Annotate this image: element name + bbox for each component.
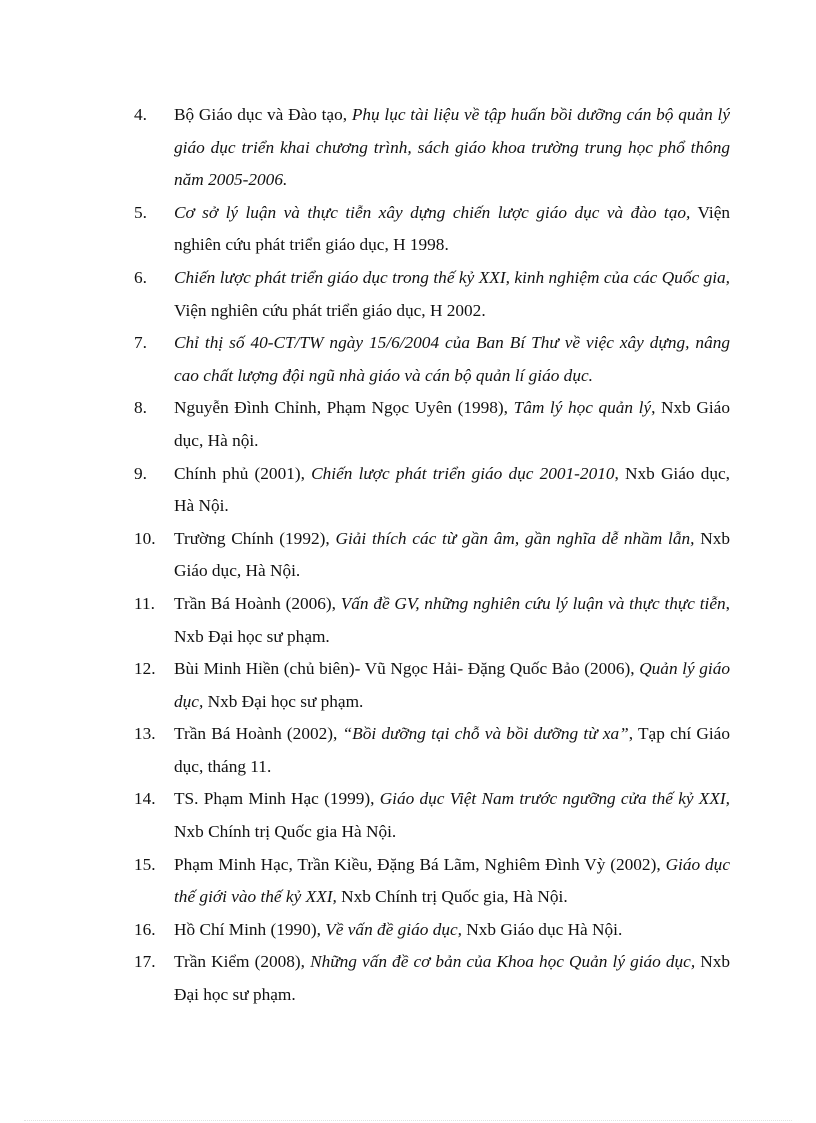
reference-item (134, 718, 730, 783)
reference-title-italic: Tâm lý học quản lý (513, 398, 652, 418)
reference-item (134, 327, 730, 392)
reference-title-italic: Chiến lược phát triển giáo dục trong thế kỷ XXI, kinh nghiệm của các Quốc gia, (174, 267, 730, 287)
reference-number: 17. (134, 952, 156, 972)
reference-number: 12. (134, 659, 156, 679)
reference-number: 6. (134, 267, 147, 287)
reference-title-italic: Cơ sở lý luận và thực tiễn xây dựng chiến lược giáo dục và đào tạo, (174, 202, 691, 222)
reference-text-segment: Chính phủ (2001), (174, 463, 312, 483)
reference-number: 4. (134, 105, 147, 124)
reference-title-italic: Về vấn đề giáo dục, (325, 919, 462, 939)
reference-item (134, 458, 730, 523)
reference-title-italic: Giáo dục Việt Nam trước ngưỡng cửa thế kỷ XXI, (379, 789, 730, 809)
reference-text-segment: TS. Phạm Minh Hạc (1999), (174, 789, 380, 809)
reference-text-segment: , Nxb Giáo dục, Hà Nội. (174, 463, 730, 516)
reference-list (134, 99, 730, 1012)
reference-item (134, 392, 730, 457)
reference-text (174, 333, 730, 385)
reference-text-segment: Hồ Chí Minh (1990), (174, 919, 326, 939)
reference-text-segment: Trần Bá Hoành (2002), (174, 724, 343, 744)
reference-text-segment: Trần Bá Hoành (2006), (174, 593, 341, 613)
reference-title-italic: Giải thích các từ gần âm, gần nghĩa dễ nhầm lẫn, (335, 528, 695, 548)
reference-text (174, 594, 730, 646)
reference-title-italic: “Bồi dưỡng tại chỗ và bồi dưỡng từ xa” (342, 724, 629, 744)
reference-title-italic: Những vấn đề cơ bản của Khoa học Quản lý giáo dục, (310, 952, 696, 972)
reference-text (174, 268, 730, 320)
reference-item (134, 523, 730, 588)
reference-text (174, 464, 730, 516)
reference-text-segment: Nxb Chính trị Quốc gia Hà Nội. (174, 822, 397, 842)
page-bottom-divider (24, 1120, 792, 1121)
reference-text (174, 203, 730, 255)
reference-text-segment: Phạm Minh Hạc, Trần Kiều, Đặng Bá Lãm, Nghiêm Đình Vỳ (2002), (174, 854, 666, 874)
reference-text-segment: Trần Kiểm (2008), (174, 952, 311, 972)
reference-text (174, 724, 730, 776)
reference-text-segment: Nxb Đại học sư phạm. (203, 691, 364, 711)
reference-text-segment: Nxb Chính trị Quốc gia, Hà Nội. (336, 887, 568, 907)
reference-title-italic: Chiến lược phát triển giáo dục 2001-2010 (311, 463, 615, 483)
reference-item (134, 783, 730, 848)
reference-item (134, 99, 730, 197)
reference-text-segment: Nxb Đại học sư phạm. (174, 952, 731, 1005)
reference-title-italic: Giáo dục thế giới vào thế kỷ XXI, (174, 854, 730, 907)
reference-text-segment: , Nxb Đại học sư phạm. (174, 593, 730, 646)
reference-item (134, 653, 730, 718)
reference-item (134, 914, 730, 947)
reference-text-segment: , Tạp chí Giáo dục, tháng 11. (174, 724, 730, 776)
reference-title-italic: Phụ lục tài liệu về tập huấn bồi dưỡng cán bộ quản lý giáo dục triển khai chương trình, sách giáo khoa trường trung học phổ thông năm 2005-2006. (174, 105, 730, 190)
reference-text (174, 920, 622, 939)
reference-number: 15. (134, 854, 156, 874)
reference-item (134, 262, 730, 327)
reference-text-segment: , Nxb Giáo dục, Hà nội. (174, 398, 730, 450)
reference-text-segment: Nxb Giáo dục Hà Nội. (461, 919, 623, 939)
reference-text-segment: Bộ Giáo dục và Đào tạo, (174, 105, 352, 124)
reference-title-italic: Chỉ thị số 40-CT/TW ngày 15/6/2004 của Ban Bí Thư về việc xây dựng, nâng cao chất lượng đội ngũ nhà giáo và cán bộ quản lí giáo dục. (174, 333, 730, 385)
reference-number: 13. (134, 724, 156, 744)
reference-text-segment: Nxb Giáo dục, Hà Nội. (174, 528, 731, 581)
reference-text (174, 659, 730, 711)
reference-text-segment: Nguyễn Đình Chỉnh, Phạm Ngọc Uyên (1998), (174, 398, 514, 418)
reference-item (134, 946, 730, 1011)
reference-number: 9. (134, 463, 147, 483)
reference-text (174, 952, 730, 1004)
reference-text (174, 529, 730, 581)
reference-text-segment: Bùi Minh Hiền (chủ biên)- Vũ Ngọc Hải- Đặng Quốc Bảo (2006), (174, 659, 640, 679)
reference-number: 10. (134, 528, 156, 548)
reference-number: 7. (134, 333, 147, 353)
reference-text (174, 855, 730, 907)
reference-text-segment: Trường Chính (1992), (174, 528, 336, 548)
reference-number: 16. (134, 919, 156, 939)
reference-number: 8. (134, 398, 147, 418)
reference-text (174, 789, 730, 841)
reference-text (174, 398, 730, 450)
reference-number: 5. (134, 202, 147, 222)
reference-number: 14. (134, 789, 156, 809)
reference-text (174, 105, 730, 189)
reference-text-segment: Viện nghiên cứu phát triển giáo dục, H 2002. (174, 300, 486, 320)
reference-text-segment: Viện nghiên cứu phát triển giáo dục, H 1998. (174, 202, 731, 255)
reference-number: 11. (134, 593, 155, 613)
reference-title-italic: Vấn đề GV, những nghiên cứu lý luận và thực thực tiễn (340, 593, 726, 613)
reference-item (134, 849, 730, 914)
reference-item (134, 197, 730, 262)
reference-title-italic: Quản lý giáo dục, (174, 659, 730, 711)
reference-item (134, 588, 730, 653)
